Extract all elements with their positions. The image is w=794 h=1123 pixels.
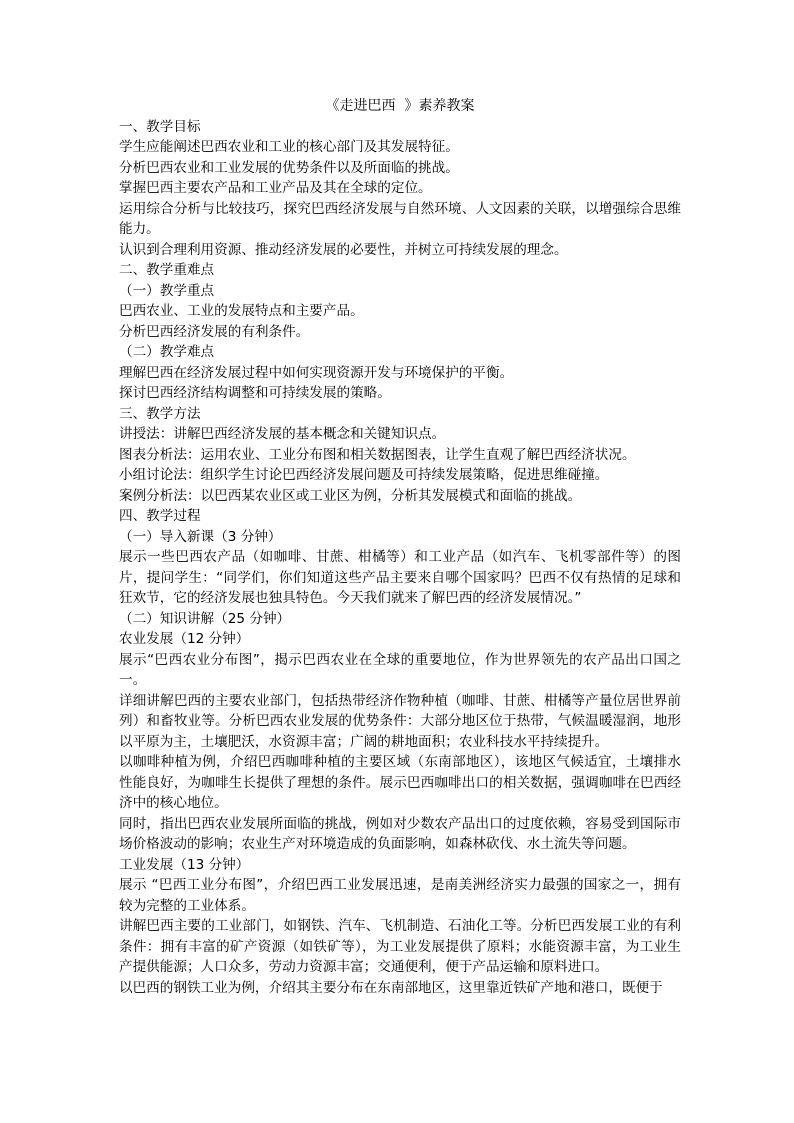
- text-line: 运用综合分析与比较技巧，探究巴西经济发展与自然环境、人文因素的关联，以增强综合思维能力。: [119, 200, 681, 237]
- text-line: 分析巴西经济发展的有利条件。: [119, 323, 310, 340]
- text-line: 展示一些巴西农产品（如咖啡、甘蔗、柑橘等）和工业产品（如汽车、飞机零部件等）的图片，提问学生：“同学们，你们知道这些产品主要来自哪个国家吗？巴西不仅有热情的足球和狂欢节，它的经济发展也独具特色。今天我们就来了解巴西的经济发展情况。”: [119, 549, 681, 606]
- text-line: （一）教学重点: [119, 282, 215, 299]
- text-line: 以咖啡种植为例，介绍巴西咖啡种植的主要区域（东南部地区），该地区气候适宜，土壤排水性能良好，为咖啡生长提供了理想的条件。展示巴西咖啡出口的相关数据，强调咖啡在巴西经济中的核心地位。: [119, 754, 681, 811]
- text-line: （二）教学难点: [119, 344, 215, 360]
- text-line: 四、教学过程: [119, 508, 201, 524]
- text-line: 以巴西的钢铁工业为例，介绍其主要分布在东南部地区，这里靠近铁矿产地和港口，既便于: [119, 979, 663, 996]
- text-line: 探讨巴西经济结构调整和可持续发展的策略。: [119, 385, 391, 401]
- document-page: [119, 96, 681, 998]
- text-line: 同时，指出巴西农业发展所面临的挑战，例如对少数农产品出口的过度依赖，容易受到国际市场价格波动的影响；农业生产对环境造成的负面影响，如森林砍伐、水土流失等问题。: [119, 815, 681, 852]
- text-line: 学生应能阐述巴西农业和工业的核心部门及其发展特征。: [119, 139, 459, 155]
- text-line: 图表分析法：运用农业、工业分布图和相关数据图表，让学生直观了解巴西经济状况。: [119, 446, 636, 463]
- text-line: 三、教学方法: [119, 405, 201, 422]
- text-line: 讲解巴西主要的工业部门，如钢铁、汽车、飞机制造、石油化工等。分析巴西发展工业的有利条件：拥有丰富的矿产资源（如铁矿等），为工业发展提供了原料；水能资源丰富，为工业生产提供能源；人口众多，劳动力资源丰富；交通便利，便于产品运输和原料进口。: [119, 918, 681, 975]
- document-title: 《走进巴西 》素养教案: [325, 98, 475, 114]
- text-line: 展示 “巴西工业分布图”，介绍巴西工业发展迅速，是南美洲经济实力最强的国家之一，拥有较为完整的工业体系。: [119, 877, 681, 914]
- text-line: 一、教学目标: [119, 118, 201, 135]
- text-line: 农业发展（12 分钟）: [119, 631, 250, 647]
- text-line: 分析巴西农业和工业发展的优势条件以及所面临的挑战。: [119, 159, 459, 176]
- text-line: 理解巴西在经济发展过程中如何实现资源开发与环境保护的平衡。: [119, 364, 514, 381]
- text-line: 工业发展（13 分钟）: [119, 856, 250, 873]
- text-line: 展示“巴西农业分布图”，揭示巴西农业在全球的重要地位，作为世界领先的农产品出口国之一。: [119, 651, 681, 688]
- text-line: 认识到合理利用资源、推动经济发展的必要性，并树立可持续发展的理念。: [119, 241, 568, 258]
- text-line: 详细讲解巴西的主要农业部门，包括热带经济作物种植（咖啡、甘蔗、柑橘等产量位居世界前列）和畜牧业等。分析巴西农业发展的优势条件：大部分地区位于热带，气候温暖湿润，地形以平原为主，土壤肥沃，水资源丰富；广阔的耕地面积；农业科技水平持续提升。: [119, 692, 681, 750]
- text-line: 掌握巴西主要农产品和工业产品及其在全球的定位。: [119, 180, 432, 196]
- text-line: （二）知识讲解（25 分钟）: [119, 610, 291, 627]
- text-line: （一）导入新课（3 分钟）: [119, 528, 282, 545]
- text-line: 小组讨论法：组织学生讨论巴西经济发展问题及可持续发展策略，促进思维碰撞。: [119, 467, 609, 483]
- text-line: 巴西农业、工业的发展特点和主要产品。: [119, 303, 364, 319]
- text-line: 讲授法：讲解巴西经济发展的基本概念和关键知识点。: [119, 426, 446, 442]
- text-line: 案例分析法：以巴西某农业区或工业区为例，分析其发展模式和面临的挑战。: [119, 487, 582, 504]
- text-line: 二、教学重难点: [119, 262, 215, 278]
